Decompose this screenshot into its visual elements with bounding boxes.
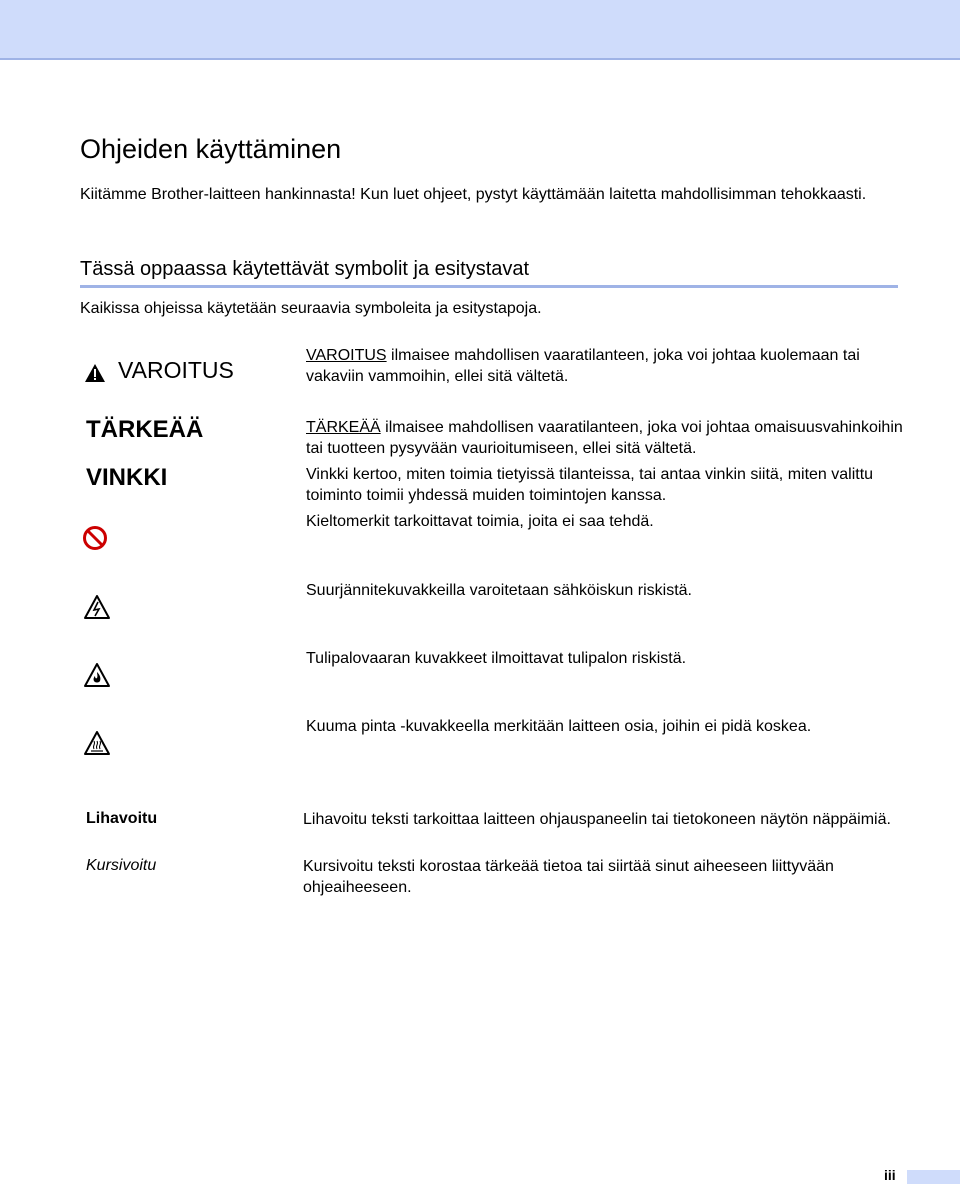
section-subtitle: Kaikissa ohjeissa käytetään seuraavia symboleita ja esitystapoja. (80, 300, 542, 317)
warning-label: VAROITUS (118, 357, 234, 383)
section-title: Tässä oppaassa käytettävät symbolit ja esitystavat (80, 258, 530, 280)
warning-description (306, 345, 906, 387)
fire-hazard-icon (83, 662, 111, 688)
hint-label: VINKKI (86, 464, 168, 491)
page-number: iii (884, 1167, 896, 1183)
hint-description: Vinkki kertoo, miten toimia tietyissä tilanteissa, tai antaa vinkin siitä, miten valittu toiminto toimii yhdessä muiden toimintojen kanssa. (306, 466, 874, 504)
section-divider (80, 285, 898, 288)
bold-description: Lihavoitu teksti tarkoittaa laitteen ohjauspaneelin tai tietokoneen näytön näppäimiä. (303, 811, 891, 828)
fire-description: Tulipalovaaran kuvakkeet ilmoittavat tulipalon riskistä. (306, 650, 687, 667)
warning-term: VAROITUS (306, 347, 387, 364)
important-description (306, 417, 906, 459)
important-term: TÄRKEÄÄ (306, 419, 381, 436)
electric-shock-icon (83, 594, 111, 620)
prohibited-description: Kieltomerkit tarkoittavat toimia, joita ei saa tehdä. (306, 513, 654, 530)
important-label: TÄRKEÄÄ (86, 416, 204, 443)
italic-label: Kursivoitu (86, 857, 157, 874)
hot-surface-description: Kuuma pinta -kuvakkeella merkitään laitteen osia, joihin ei pidä koskea. (306, 718, 812, 735)
page-title: Ohjeiden käyttäminen (80, 134, 342, 164)
warning-text: ilmaisee mahdollisen vaaratilanteen, joka voi johtaa kuolemaan tai vakaviin vammoihin, ellei sitä vältetä. (306, 347, 860, 385)
prohibited-icon (82, 525, 108, 551)
electric-description: Suurjännitekuvakkeilla varoitetaan sähköiskun riskistä. (306, 582, 692, 599)
bold-label: Lihavoitu (86, 810, 158, 827)
warning-triangle-icon (84, 363, 106, 383)
italic-description: Kursivoitu teksti korostaa tärkeää tietoa tai siirtää sinut aiheeseen liittyvään ohjeaiheeseen. (303, 858, 834, 896)
hot-surface-icon (83, 730, 111, 756)
important-text: ilmaisee mahdollisen vaaratilanteen, joka voi johtaa omaisuusvahinkoihin tai tuotteen pysyvään vaurioitumiseen, ellei sitä vältetä. (306, 419, 903, 457)
header-bar (0, 0, 960, 60)
intro-paragraph: Kiitämme Brother-laitteen hankinnasta! Kun luet ohjeet, pystyt käyttämään laitetta mahdollisimman tehokkaasti. (80, 186, 867, 203)
page-number-bar (907, 1170, 960, 1184)
